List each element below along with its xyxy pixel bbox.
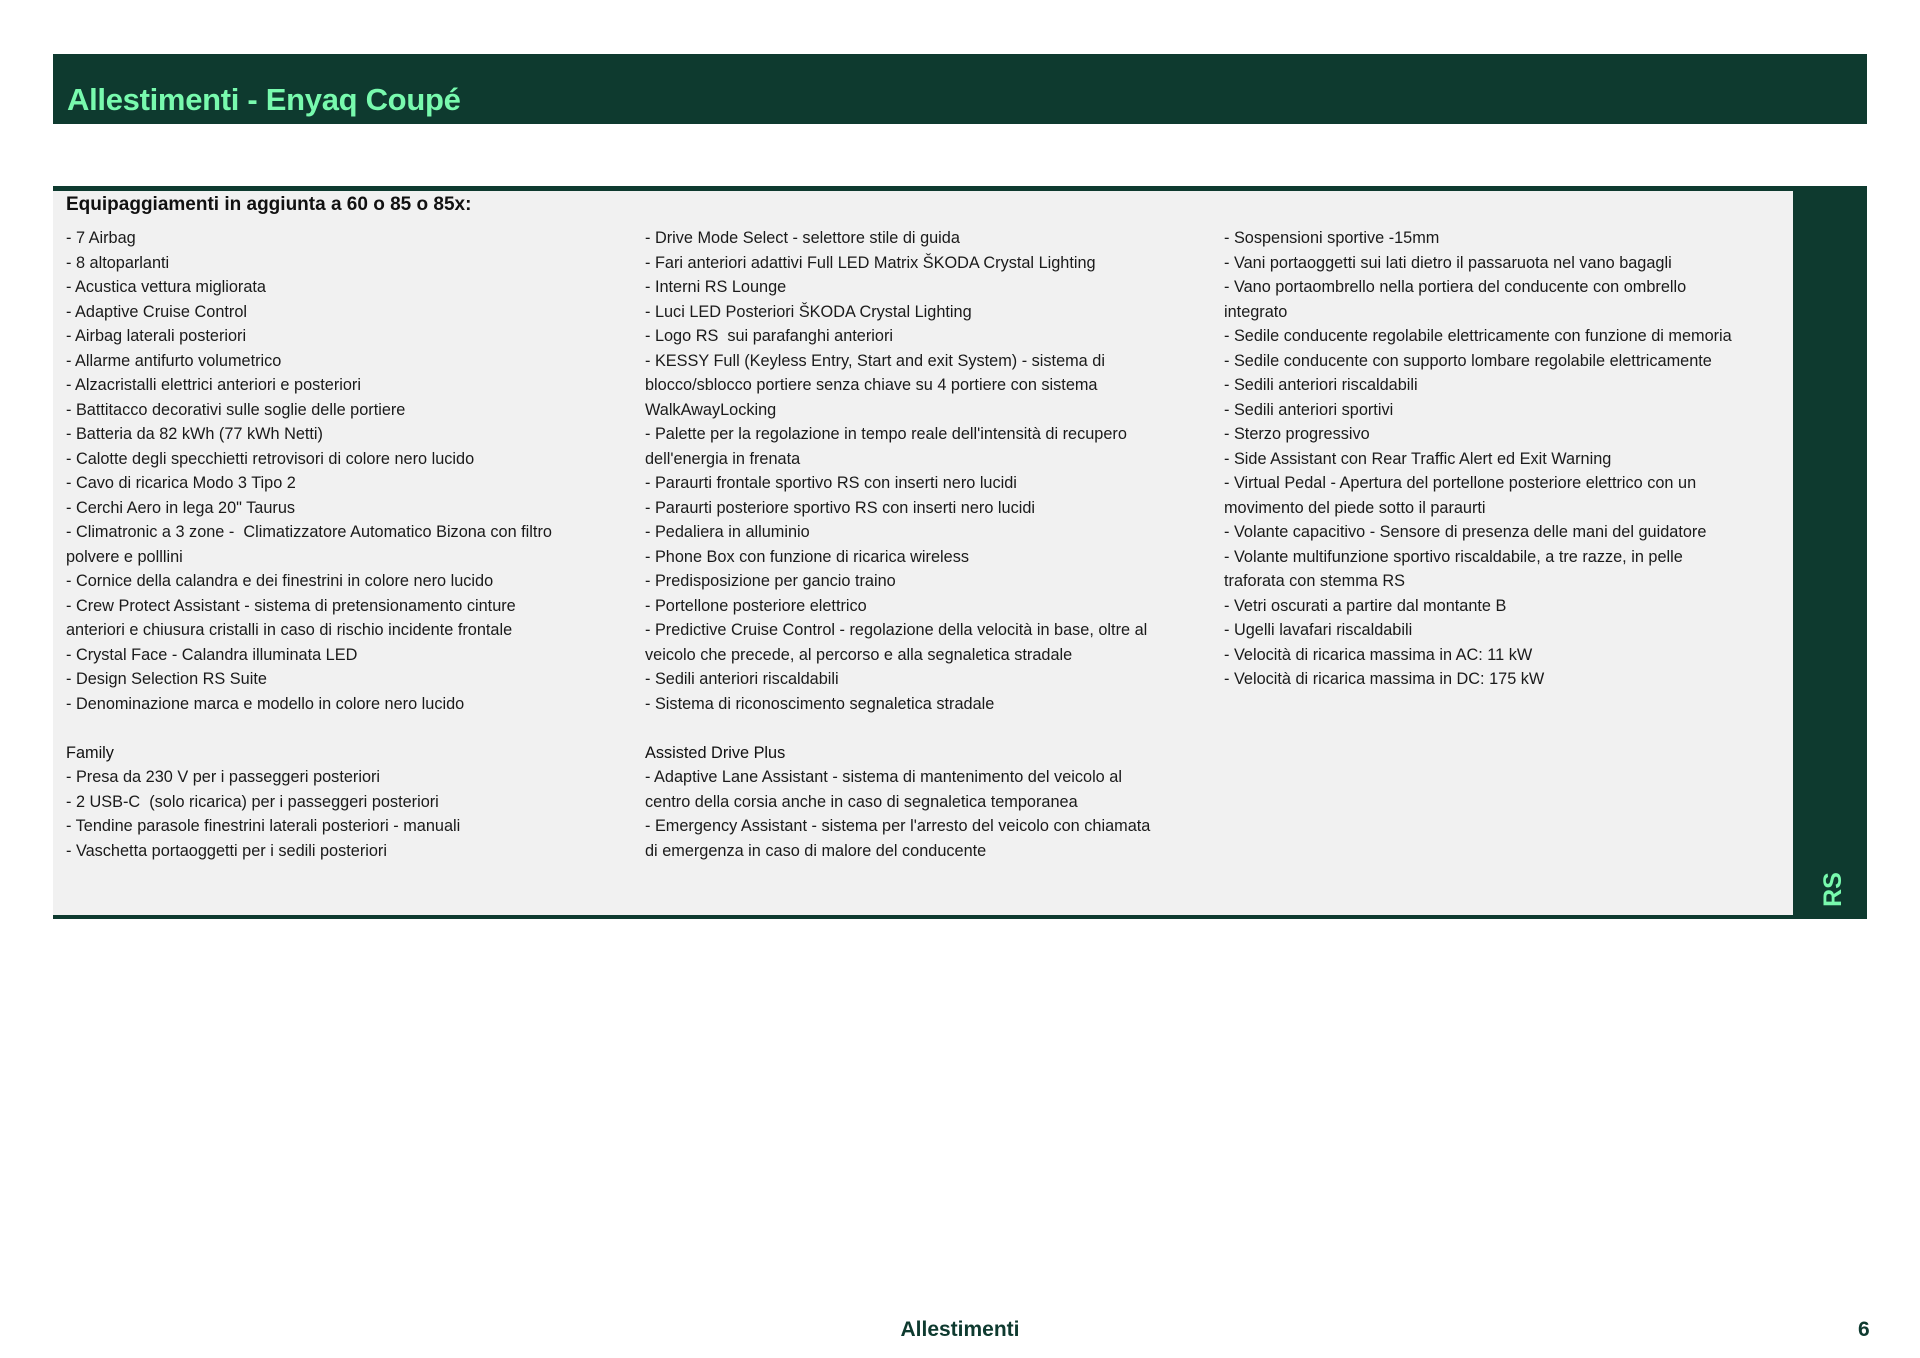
equipment-item: - Velocità di ricarica massima in DC: 175 kW — [1224, 670, 1545, 688]
equipment-item: - Sedili anteriori sportivi — [1224, 400, 1394, 419]
group-spacer — [66, 716, 631, 741]
equipment-item: - Adaptive Lane Assistant - sistema di mantenimento del veicolo al — [645, 768, 1122, 786]
equipment-item: - Allarme antifurto volumetrico — [66, 351, 282, 370]
equipment-item: centro della corsia anche in caso di segnaletica temporanea — [645, 792, 1078, 811]
equipment-item: - Interni RS Lounge — [645, 278, 787, 296]
equipment-heading: Equipaggiamenti in aggiunta a 60 o 85 o 85x: — [66, 194, 472, 215]
equipment-item: - Alzacristalli elettrici anteriori e posteriori — [66, 376, 361, 394]
equipment-item: - Tendine parasole finestrini laterali posteriori - manuali — [66, 817, 461, 835]
equipment-panel-content — [53, 191, 1793, 915]
equipment-item: - Sedile conducente regolabile elettricamente con funzione di memoria — [1224, 327, 1732, 345]
equipment-item: - Phone Box con funzione di ricarica wireless — [645, 547, 969, 566]
equipment-item: - Calotte degli specchietti retrovisori di colore nero lucido — [66, 449, 475, 468]
equipment-item: - Acustica vettura migliorata — [66, 278, 266, 296]
equipment-item: - Vano portaombrello nella portiera del conducente con ombrello — [1224, 278, 1687, 296]
page-number: 6 — [1858, 1318, 1870, 1341]
equipment-item: - Sedili anteriori riscaldabili — [645, 670, 839, 688]
equipment-item: polvere e polllini — [66, 547, 183, 566]
equipment-item: - Airbag laterali posteriori — [66, 327, 247, 345]
trim-label: RS — [1818, 871, 1847, 907]
equipment-item: blocco/sblocco portiere senza chiave su 4 portiere con sistema — [645, 376, 1098, 394]
equipment-item: - Sistema di riconoscimento segnaletica stradale — [645, 694, 995, 713]
equipment-item: - Crystal Face - Calandra illuminata LED — [66, 645, 358, 664]
equipment-item: - Luci LED Posteriori ŠKODA Crystal Lighting — [645, 302, 972, 321]
equipment-item: - Fari anteriori adattivi Full LED Matrix ŠKODA Crystal Lighting — [645, 253, 1096, 272]
trim-side-tab — [1818, 871, 1848, 907]
equipment-item: - Virtual Pedal - Apertura del portellone posteriore elettrico con un — [1224, 474, 1697, 492]
package-title: Family — [66, 743, 114, 762]
footer-section-title: Allestimenti — [900, 1318, 1020, 1341]
equipment-item: - Pedaliera in alluminio — [645, 523, 810, 541]
equipment-item: veicolo che precede, al percorso e alla segnaletica stradale — [645, 645, 1073, 664]
equipment-item: - Vaschetta portaoggetti per i sedili posteriori — [66, 841, 387, 860]
equipment-item: - Volante multifunzione sportivo riscaldabile, a tre razze, in pelle — [1224, 547, 1683, 566]
equipment-item: - Predictive Cruise Control - regolazione della velocità in base, oltre al — [645, 621, 1148, 639]
equipment-item: - KESSY Full (Keyless Entry, Start and exit System) - sistema di — [645, 351, 1105, 370]
equipment-panel — [53, 186, 1867, 919]
equipment-item: - Cornice della calandra e dei finestrini in colore nero lucido — [66, 572, 494, 590]
equipment-item: - Volante capacitivo - Sensore di presenza delle mani del guidatore — [1224, 523, 1707, 541]
equipment-item: - Sterzo progressivo — [1224, 425, 1370, 443]
equipment-item: - Palette per la regolazione in tempo reale dell'intensità di recupero — [645, 425, 1127, 443]
equipment-item: - Cerchi Aero in lega 20" Taurus — [66, 498, 296, 517]
equipment-item: - Paraurti posteriore sportivo RS con inserti nero lucidi — [645, 498, 1036, 517]
equipment-item: - Side Assistant con Rear Traffic Alert ed Exit Warning — [1224, 449, 1612, 468]
equipment-item: - Vani portaoggetti sui lati dietro il passaruota nel vano bagagli — [1224, 253, 1672, 272]
equipment-item: - Design Selection RS Suite — [66, 670, 267, 688]
page-title: Allestimenti - Enyaq Coupé — [67, 82, 461, 117]
equipment-item: - Crew Protect Assistant - sistema di pretensionamento cinture — [66, 596, 516, 615]
equipment-item: - Vetri oscurati a partire dal montante B — [1224, 596, 1507, 615]
equipment-item: - 2 USB-C (solo ricarica) per i passeggeri posteriori — [66, 792, 439, 811]
equipment-item: - Logo RS sui parafanghi anteriori — [645, 327, 893, 345]
equipment-item: - Ugelli lavafari riscaldabili — [1224, 621, 1413, 639]
equipment-item: - Denominazione marca e modello in colore nero lucido — [66, 694, 465, 713]
equipment-item: - Drive Mode Select - selettore stile di guida — [645, 229, 960, 247]
equipment-item: - Predisposizione per gancio traino — [645, 572, 896, 590]
equipment-column-3 — [1224, 226, 1784, 692]
equipment-item: - Presa da 230 V per i passeggeri posteriori — [66, 768, 381, 786]
equipment-item: traforata con stemma RS — [1224, 572, 1405, 590]
equipment-item: - Battitacco decorativi sulle soglie delle portiere — [66, 400, 406, 419]
equipment-item: anteriori e chiusura cristalli in caso di rischio incidente frontale — [66, 621, 513, 639]
equipment-item: - Velocità di ricarica massima in AC: 11 kW — [1224, 645, 1533, 664]
equipment-column-1 — [66, 226, 631, 863]
equipment-item: - Sospensioni sportive -15mm — [1224, 229, 1440, 247]
equipment-item: movimento del piede sotto il paraurti — [1224, 498, 1486, 517]
equipment-item: - Portellone posteriore elettrico — [645, 596, 867, 615]
equipment-item: WalkAwayLocking — [645, 400, 777, 419]
equipment-item: - Sedili anteriori riscaldabili — [1224, 376, 1418, 394]
equipment-item: integrato — [1224, 302, 1288, 321]
equipment-item: dell'energia in frenata — [645, 449, 801, 468]
equipment-item: - Adaptive Cruise Control — [66, 302, 247, 321]
equipment-item: - Batteria da 82 kWh (77 kWh Netti) — [66, 425, 323, 443]
group-spacer — [645, 716, 1210, 741]
equipment-item: di emergenza in caso di malore del conducente — [645, 841, 987, 860]
equipment-item: - 8 altoparlanti — [66, 253, 170, 272]
equipment-item: - Cavo di ricarica Modo 3 Tipo 2 — [66, 474, 296, 492]
header-bar — [53, 54, 1867, 124]
equipment-item: - Sedile conducente con supporto lombare regolabile elettricamente — [1224, 351, 1712, 370]
equipment-column-2 — [645, 226, 1210, 863]
equipment-item: - Climatronic a 3 zone - Climatizzatore Automatico Bizona con filtro — [66, 523, 552, 541]
equipment-item: - 7 Airbag — [66, 229, 136, 247]
equipment-item: - Emergency Assistant - sistema per l'arresto del veicolo con chiamata — [645, 817, 1151, 835]
package-title: Assisted Drive Plus — [645, 743, 786, 762]
equipment-item: - Paraurti frontale sportivo RS con inserti nero lucidi — [645, 474, 1017, 492]
